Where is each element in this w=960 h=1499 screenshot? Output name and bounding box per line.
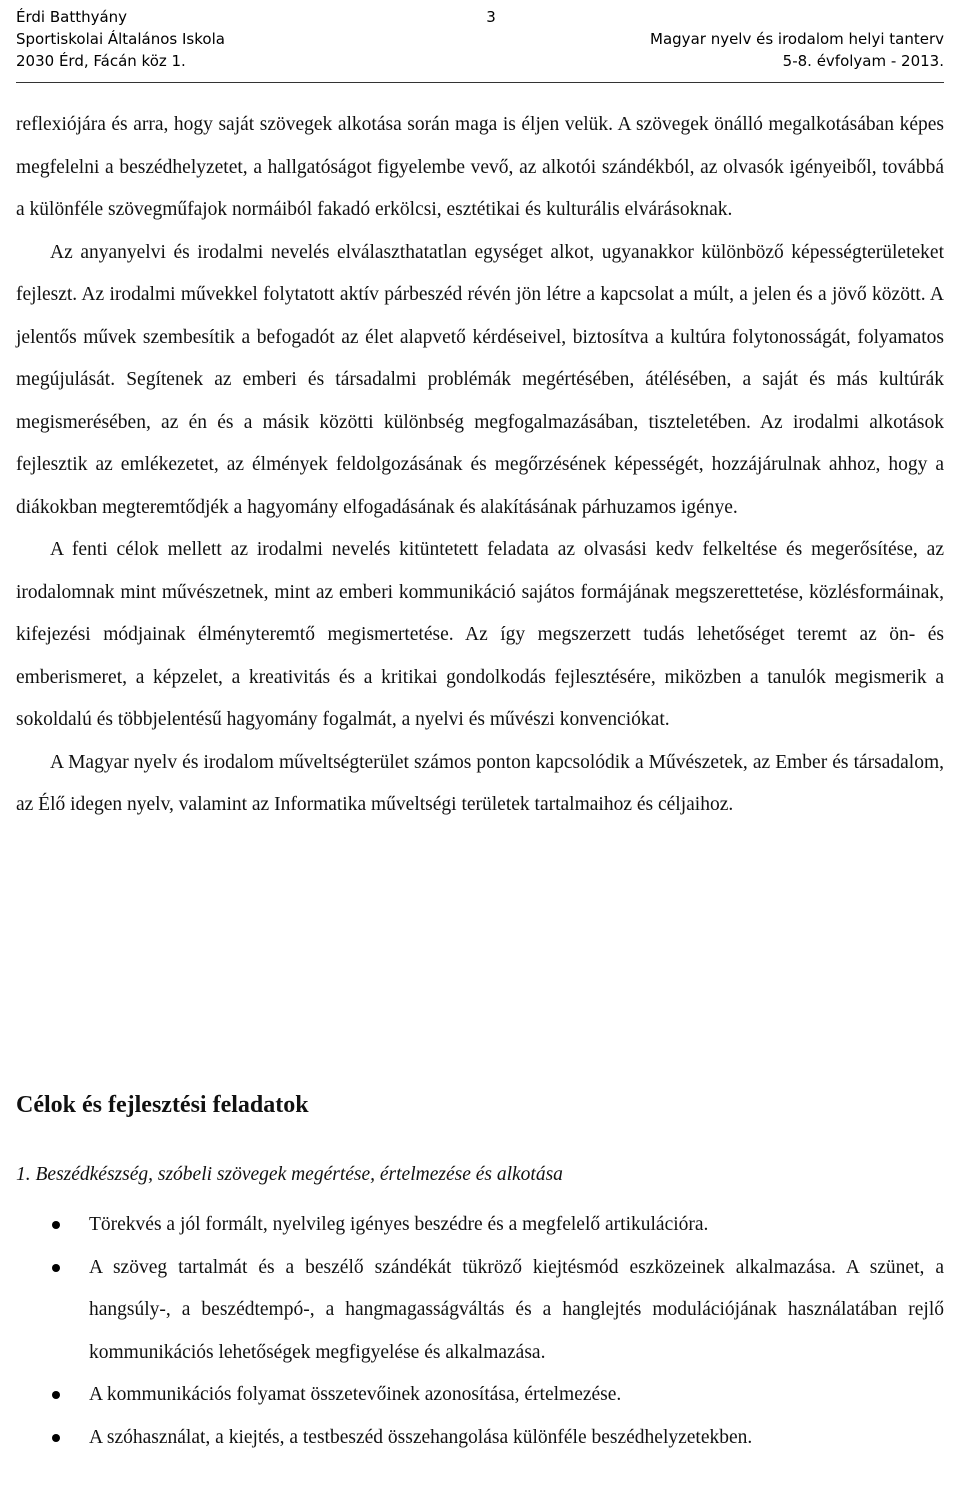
bullet-icon: [52, 1434, 60, 1442]
subsection-heading: 1. Beszédkészség, szóbeli szövegek megértése, értelmezése és alkotása: [16, 1164, 563, 1185]
paragraph-1: reflexiójára és arra, hogy saját szövegek alkotása során maga is éljen velük. A szövegek önálló megalkotásában képes megfelelni a beszédhelyzetet, a hallgatóságot figyelembe vevő, az alkotói szándékból, az olvasók igényeiből, továbbá a különféle szövegműfajok normáiból fakadó erkölcsi, esztétikai és kulturális elvárásoknak.: [16, 114, 944, 220]
header-doc-info: [650, 28, 944, 72]
document-body: [16, 104, 944, 827]
bullet-icon: [52, 1391, 60, 1399]
header-school-type: Sportiskolai Általános Iskola: [16, 30, 225, 48]
header-page-number: 3: [486, 8, 496, 26]
header-grades: 5-8. évfolyam - 2013.: [782, 52, 944, 70]
list-item-text: A kommunikációs folyamat összetevőinek azonosítása, értelmezése.: [89, 1384, 622, 1405]
bullet-icon: [52, 1221, 60, 1229]
paragraph-3: A fenti célok mellett az irodalmi nevelés kitüntetett feladata az olvasási kedv felkeltése és megerősítése, az irodalomnak mint művészetnek, mint az emberi kommunikáció sajátos formájának megszerettetése, közlésformáinak, kifejezési módjainak élményteremtő megismertetése. Az így megszerzett tudás lehetőséget teremt az ön- és emberismeret, a képzelet, a kreativitás és a kritikai gondolkodás fejlesztésére, miközben a tanulók megismerik a sokoldalú és többjelentésű hagyomány fogalmát, a nyelvi és művészi konvenciókat.: [16, 539, 944, 730]
paragraph-4: A Magyar nyelv és irodalom műveltségterület számos ponton kapcsolódik a Művészetek, az Ember és társadalom, az Élő idegen nyelv, valamint az Informatika műveltségi területek tartalmaihoz és céljaihoz.: [16, 751, 944, 815]
list-item-text: A szöveg tartalmát és a beszélő szándékát tükröző kiejtésmód eszközeinek alkalmazása. A szünet, a hangsúly-, a beszédtempó-, a hangmagasságváltás és a hanglejtés modulációjának használatában rejlő kommunikációs lehetőségek megfigyelése és alkalmazása.: [89, 1256, 944, 1363]
list-item-text: A szóhasználat, a kiejtés, a testbeszéd összehangolása különféle beszédhelyzetekben.: [89, 1426, 753, 1448]
list-item: [16, 1204, 944, 1247]
list-item-text: Törekvés a jól formált, nyelvileg igényes beszédre és a megfelelő artikulációra.: [89, 1214, 709, 1235]
paragraph-2: Az anyanyelvi és irodalmi nevelés elválaszthatatlan egységet alkot, ugyanakkor különböző képességterületeket fejleszt. Az irodalmi művekkel folytatott aktív párbeszéd révén jön létre a kapcsolat a múlt, a jelen és a jövő között. A jelentős művek szembesítik a befogadót az élet alapvető kérdéseivel, biztosítva a kultúra folytonosságát, folyamatos megújulását. Segítenek az emberi és társadalmi problémák megértésében, átélésében, a saját és más kultúrák megismerésében, az én és a másik közötti különbség megfogalmazásában, tiszteletében. Az irodalmi alkotások fejlesztik az emlékezetet, az élmények feldolgozásának és megőrzésének képességét, hozzájárulnak ahhoz, hogy a diákokban megteremtődjék a hagyomány elfogadásának és alakításának párhuzamos igénye.: [16, 241, 944, 518]
list-item: [16, 1374, 944, 1417]
list-item: [16, 1247, 944, 1375]
goals-list: [16, 1204, 944, 1459]
section-heading: Célok és fejlesztési feladatok: [16, 1092, 309, 1118]
header-doc-title: Magyar nyelv és irodalom helyi tanterv: [650, 30, 944, 48]
bullet-icon: [52, 1264, 60, 1272]
header-divider: [16, 82, 944, 83]
list-item: [16, 1417, 944, 1460]
page-header: [16, 6, 944, 84]
header-address: 2030 Érd, Fácán köz 1.: [16, 52, 186, 70]
header-school-name: Érdi Batthyány: [16, 8, 128, 26]
header-school-info: [16, 6, 225, 72]
